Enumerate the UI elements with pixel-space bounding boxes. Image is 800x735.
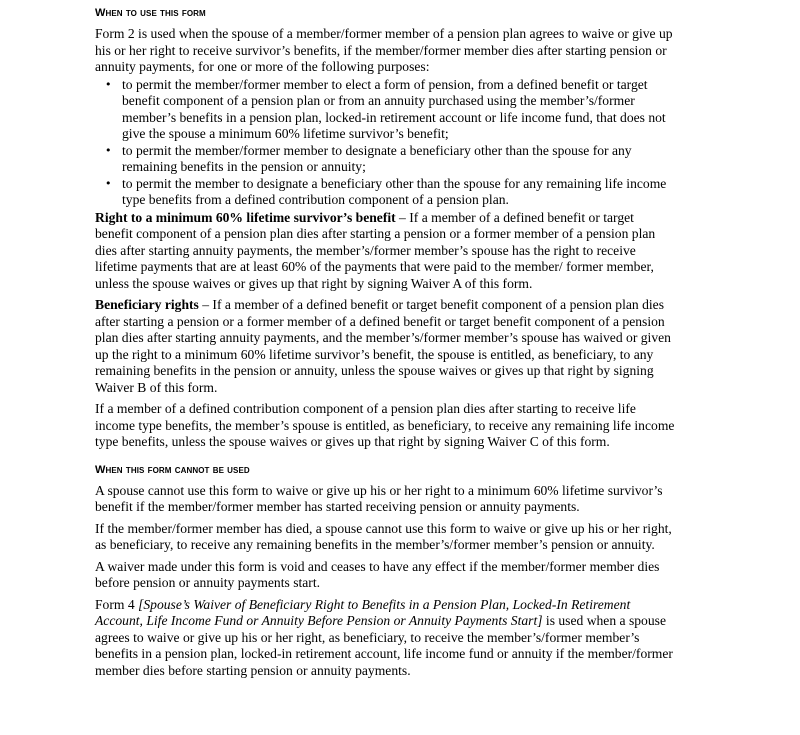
beneficiary-rights-text: – If a member of a defined benefit or target benefit component of a pension plan dies after starting a pension or a former member of a defined benefit or target benefit component of a pension plan dies after starting annuity payments, and the member’s/former member’s spouse has waived or given up the right to a minimum 60% lifetime survivor’s benefit, the spouse is entitled, as beneficiary, to any remaining benefits in the pension or annuity, unless the spouse waives or gives up that right by signing Waiver B of this form. bbox=[95, 297, 671, 395]
form-4-lead: Form 4 bbox=[95, 596, 139, 612]
purpose-list-item: • to permit the member/former member to elect a form of pension, from a defined benefit or target benefit component of a pension plan or from an annuity purchased using the member’s/former member’s benefits in a pension plan, locked-in retirement account or life income fund, that does not give the spouse a minimum 60% lifetime survivor’s benefit; bbox=[122, 77, 675, 143]
right-60-title: Right to a minimum 60% lifetime survivor’s benefit bbox=[95, 209, 396, 225]
section-heading-cannot-use: When this form cannot be used bbox=[95, 463, 250, 476]
right-60-paragraph bbox=[95, 210, 675, 293]
purpose-list-item: • to permit the member to designate a beneficiary other than the spouse for any remaining life income type benefits from a defined contribution component of a pension plan. bbox=[122, 176, 675, 209]
form-4-title: [Spouse’s Waiver of Beneficiary Right to Benefits in a Pension Plan, Locked-In Retirement Account, Life Income Fund or Annuity Before Pension or Annuity Payments Start] bbox=[95, 596, 631, 628]
form-4-paragraph bbox=[95, 597, 675, 680]
form-4-rest: is used when a spouse agrees to waive or give up his or her right, as beneficiary, to receive the member’s/former member’s benefits in a pension plan, locked-in retirement account, life income fund or annuity if the member/former member dies before starting pension or annuity payments. bbox=[95, 613, 673, 678]
right-60-text: – If a member of a defined benefit or target benefit component of a pension plan dies after starting a pension or a former member of a pension plan dies after starting annuity payments, the member’s/former member’s spouse has the right to receive lifetime payments that are at least 60% of the payments that were paid to the member/ former member, unless the spouse waives or gives up that right by signing Waiver A of this form. bbox=[95, 209, 656, 291]
beneficiary-rights-paragraph bbox=[95, 297, 675, 396]
intro-paragraph: Form 2 is used when the spouse of a member/former member of a pension plan agrees to waive or give up his or her right to receive survivor’s benefits, if the member/former member dies after starting pension or annuity payments, for one or more of the following purposes: bbox=[95, 26, 673, 74]
beneficiary-rights-title: Beneficiary rights bbox=[95, 297, 199, 312]
cannot-use-paragraph-2: If the member/former member has died, a spouse cannot use this form to waive or give up his or her right, as beneficiary, to receive any remaining benefits in the member’s/former member’s pension or annuity. bbox=[95, 520, 672, 552]
purpose-list-item: • to permit the member/former member to designate a beneficiary other than the spouse for any remaining benefits in the pension or annuity; bbox=[122, 143, 675, 176]
purpose-list bbox=[95, 77, 675, 209]
cannot-use-paragraph-3: A waiver made under this form is void and ceases to have any effect if the member/former member dies before pension or annuity payments start. bbox=[95, 558, 660, 590]
document-page bbox=[95, 6, 675, 684]
cannot-use-paragraph-1: A spouse cannot use this form to waive or give up his or her right to a minimum 60% lifetime survivor’s benefit if the member/former member has started receiving pension or annuity payments. bbox=[95, 482, 663, 514]
section-heading-when-to-use: When to use this form bbox=[95, 7, 206, 19]
defined-contribution-paragraph: If a member of a defined contribution component of a pension plan dies after starting to receive life income type benefits, the member’s spouse is entitled, as beneficiary, to receive any remaining life income type benefits, unless the spouse waives or gives up that right by signing Waiver C of this form. bbox=[95, 401, 675, 449]
